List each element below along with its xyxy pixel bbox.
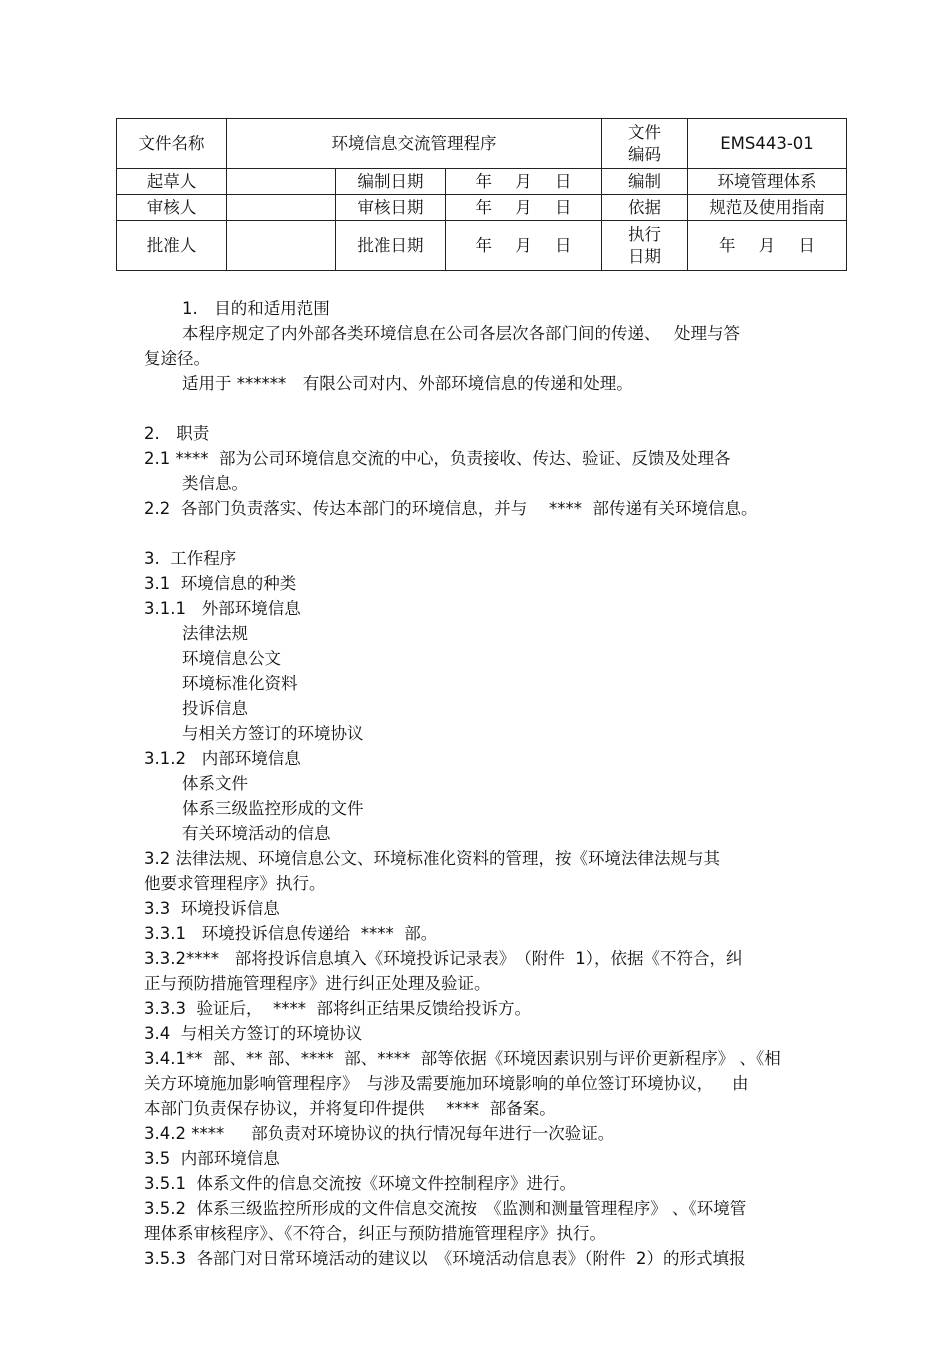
- compile-date-value: 年 月 日: [446, 169, 602, 195]
- body-line: 3.5 内部环境信息: [144, 1149, 280, 1168]
- body-line: 体系文件: [182, 774, 248, 793]
- file-name-label: 文件名称: [117, 119, 227, 169]
- body-line: 3.5.3 各部门对日常环境活动的建议以 《环境活动信息表》（附件 2）的形式填报: [144, 1249, 746, 1268]
- body-line: 本部门负责保存协议，并将复印件提供 **** 部备案。: [144, 1099, 556, 1118]
- body-line: 正与预防措施管理程序》进行纠正处理及验证。: [144, 974, 491, 993]
- body-line: 3.2 法律法规、环境信息公文、环境标准化资料的管理，按《环境法律法规与其: [144, 849, 720, 868]
- body-line: 3.1 环境信息的种类: [144, 574, 297, 593]
- body-line: 体系三级监控形成的文件: [182, 799, 364, 818]
- body-line: 2.1 **** 部为公司环境信息交流的中心，负责接收、传达、验证、反馈及处理各: [144, 449, 731, 468]
- review-date-value: 年 月 日: [446, 195, 602, 221]
- basis-value-2: 规范及使用指南: [688, 195, 847, 221]
- body-line: 3.4.1** 部、** 部、**** 部、**** 部等依据《环境因素识别与评价更新程序》 、《相: [144, 1049, 781, 1068]
- body-line: 3.4 与相关方签订的环境协议: [144, 1024, 363, 1043]
- body-line: 适用于 ****** 有限公司对内、外部环境信息的传递和处理。: [182, 374, 633, 393]
- body-line: 有关环境活动的信息: [182, 824, 331, 843]
- file-code-label: [602, 119, 688, 169]
- body-line: 3.3.3 验证后， **** 部将纠正结果反馈给投诉方。: [144, 999, 531, 1018]
- body-line: 与相关方签订的环境协议: [182, 724, 364, 743]
- body-line: 3.1.1 外部环境信息: [144, 599, 301, 618]
- approve-value: [227, 221, 336, 271]
- file-code-label-text: 文件 编码: [628, 122, 662, 164]
- body-line: 3.3.2**** 部将投诉信息填入《环境投诉记录表》 （附件 1），依据《不符合，纠: [144, 949, 743, 968]
- document-body: [144, 296, 824, 1271]
- body-line: 投诉信息: [182, 699, 248, 718]
- body-line: 3.4.2 **** 部负责对环境协议的执行情况每年进行一次验证。: [144, 1124, 615, 1143]
- body-line: 3. 工作程序: [144, 549, 237, 568]
- body-line: 3.5.1 体系文件的信息交流按《环境文件控制程序》进行。: [144, 1174, 576, 1193]
- file-name-value: 环境信息交流管理程序: [227, 119, 602, 169]
- basis-label-2: 依据: [602, 195, 688, 221]
- body-line: 本程序规定了内外部各类环境信息在公司各层次各部门间的传递、 处理与答: [182, 324, 740, 343]
- drafter-value: [227, 169, 336, 195]
- body-line: 类信息。: [182, 474, 248, 493]
- body-line: 理体系审核程序》、《不符合，纠正与预防措施管理程序》执行。: [144, 1224, 606, 1243]
- body-line: 2.2 各部门负责落实、传达本部门的环境信息，并与 **** 部传递有关环境信息。: [144, 499, 758, 518]
- exec-date-value: 年 月 日: [688, 221, 847, 271]
- body-line: 3.3.1 环境投诉信息传递给 **** 部。: [144, 924, 438, 943]
- review-label: 审核人: [117, 195, 227, 221]
- basis-label-1: 编制: [602, 169, 688, 195]
- body-line: 1. 目的和适用范围: [182, 299, 330, 318]
- body-line: 3.3 环境投诉信息: [144, 899, 280, 918]
- drafter-label: 起草人: [117, 169, 227, 195]
- body-line: 2. 职责: [144, 424, 210, 443]
- body-line: 3.5.2 体系三级监控所形成的文件信息交流按 《监测和测量管理程序》 、《环境管: [144, 1199, 747, 1218]
- file-code-value: EMS443-01: [688, 119, 847, 169]
- blank-line: [144, 521, 824, 546]
- exec-date-label-text: 执行 日期: [628, 224, 662, 266]
- body-line: 关方环境施加影响管理程序》 与涉及需要施加环境影响的单位签订环境协议， 由: [144, 1074, 749, 1093]
- document-header-table: [116, 118, 847, 271]
- blank-line: [144, 396, 824, 421]
- body-line: 复途径。: [144, 349, 210, 368]
- compile-date-label: 编制日期: [336, 169, 446, 195]
- approve-date-label: 批准日期: [336, 221, 446, 271]
- review-value: [227, 195, 336, 221]
- body-line: 法律法规: [182, 624, 248, 643]
- approve-label: 批准人: [117, 221, 227, 271]
- approve-date-value: 年 月 日: [446, 221, 602, 271]
- body-line: 他要求管理程序》执行。: [144, 874, 326, 893]
- exec-date-label: [602, 221, 688, 271]
- basis-value-1: 环境管理体系: [688, 169, 847, 195]
- review-date-label: 审核日期: [336, 195, 446, 221]
- body-line: 环境标准化资料: [182, 674, 298, 693]
- body-line: 3.1.2 内部环境信息: [144, 749, 301, 768]
- body-line: 环境信息公文: [182, 649, 281, 668]
